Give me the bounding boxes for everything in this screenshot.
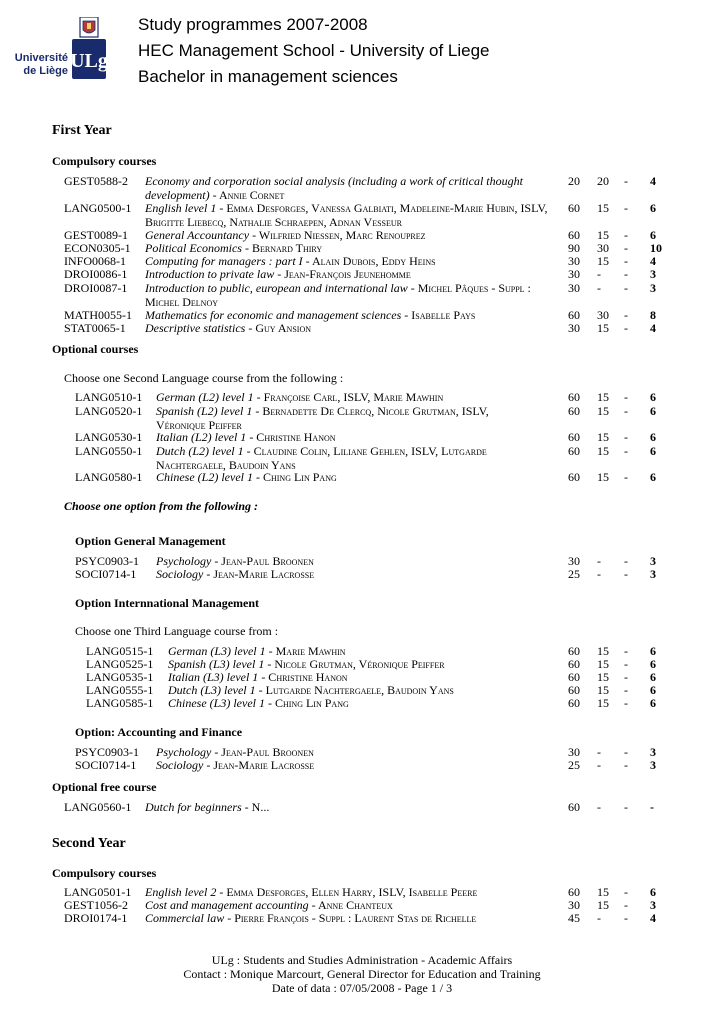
first-year-heading: First Year (52, 123, 112, 138)
course-hours-practice: 15 (597, 644, 609, 658)
choose-option-label: Choose one option from the following : (64, 499, 259, 513)
course-credits: 3 (650, 745, 656, 759)
course-hours-theory: 60 (568, 885, 580, 899)
course-description (145, 175, 557, 202)
course-title: Computing for managers : part I (145, 254, 303, 268)
course-title: Spanish (L2) level 1 (156, 404, 253, 418)
course-hours-theory: 30 (568, 267, 580, 281)
second-language-intro: Choose one Second Language course from the following : (64, 371, 344, 385)
course-lecturers: - Françoise Carl, ISLV, Marie Mawhin (253, 390, 444, 404)
course-hours-practice: 15 (597, 885, 609, 899)
course-hours-theory: 30 (568, 321, 580, 335)
course-credits: 6 (650, 696, 656, 710)
course-code: DROI0174-1 (64, 911, 128, 925)
course-credits: 6 (650, 228, 656, 242)
course-hours-theory: 60 (568, 444, 580, 458)
course-credits: 6 (650, 470, 656, 484)
course-hours-theory: 60 (568, 390, 580, 404)
option-general-heading: Option General Management (75, 534, 226, 548)
course-hours-theory: 90 (568, 241, 580, 255)
third-language-intro: Choose one Third Language course from : (75, 624, 279, 638)
footer-contact: Contact : Monique Marcourt, General Director for Education and Training (183, 967, 541, 981)
course-credits: 6 (650, 683, 656, 697)
course-credits: 4 (650, 321, 656, 335)
course-description (156, 445, 526, 472)
course-title: General Accountancy (145, 228, 250, 242)
course-hours-other: - (624, 657, 628, 671)
course-code: STAT0065-1 (64, 321, 126, 335)
course-code: GEST0089-1 (64, 228, 128, 242)
course-code: SOCI0714-1 (75, 567, 137, 581)
course-hours-practice: - (597, 267, 601, 281)
course-lecturers: - Wilfried Niessen, Marc Renouprez (249, 228, 426, 242)
course-hours-other: - (624, 201, 628, 215)
course-hours-practice: 15 (597, 657, 609, 671)
course-hours-theory: 45 (568, 911, 580, 925)
course-title: Mathematics for economic and management sciences (145, 308, 402, 322)
course-code: PSYC0903-1 (75, 554, 140, 568)
course-hours-practice: 15 (597, 683, 609, 697)
course-title: English level 2 (145, 885, 217, 899)
course-title: Psychology (156, 554, 212, 568)
course-hours-other: - (624, 267, 628, 281)
course-credits: 4 (650, 911, 656, 925)
course-title: Italian (L2) level 1 (156, 430, 247, 444)
course-hours-practice: - (597, 745, 601, 759)
course-hours-practice: - (597, 911, 601, 925)
course-title: German (L2) level 1 (156, 390, 254, 404)
course-code: LANG0501-1 (64, 885, 132, 899)
header-school: HEC Management School - University of Liege (138, 41, 490, 60)
footer-date: Date of data : 07/05/2008 - Page 1 / 3 (271, 981, 453, 995)
course-hours-other: - (624, 696, 628, 710)
course-code: LANG0500-1 (64, 201, 132, 215)
course-code: SOCI0714-1 (75, 758, 137, 772)
course-hours-practice: 15 (597, 390, 609, 404)
course-hours-other: - (624, 308, 628, 322)
course-hours-theory: 60 (568, 470, 580, 484)
course-credits: 3 (650, 554, 656, 568)
course-lecturers: - Jean-Marie Lacrosse (203, 567, 315, 581)
course-lecturers: - Jean-Marie Lacrosse (203, 758, 315, 772)
course-hours-theory: 30 (568, 898, 580, 912)
course-hours-practice: - (597, 800, 601, 814)
course-hours-theory: 20 (568, 174, 580, 188)
course-code: LANG0560-1 (64, 800, 132, 814)
course-hours-practice: 15 (597, 898, 609, 912)
course-lecturers: - Guy Ansion (245, 321, 311, 335)
course-credits: 6 (650, 885, 656, 899)
course-title: Chinese (L3) level 1 (168, 696, 265, 710)
course-code: LANG0510-1 (75, 390, 143, 404)
first-year-compulsory-heading: Compulsory courses (52, 154, 157, 168)
course-code: DROI0087-1 (64, 281, 128, 295)
course-hours-other: - (624, 567, 628, 581)
course-description (145, 801, 545, 815)
course-hours-practice: - (597, 281, 601, 295)
course-hours-other: - (624, 683, 628, 697)
course-credits: 6 (650, 644, 656, 658)
course-code: INFO0068-1 (64, 254, 126, 268)
course-hours-practice: 15 (597, 228, 609, 242)
course-hours-other: - (624, 430, 628, 444)
logo-line1: Université (14, 52, 68, 64)
course-lecturers: - Annie Cornet (209, 187, 285, 202)
logo-line2: de Liège (23, 65, 68, 77)
course-hours-practice: 15 (597, 321, 609, 335)
course-code: PSYC0903-1 (75, 745, 140, 759)
course-description (156, 471, 526, 485)
course-hours-other: - (624, 254, 628, 268)
course-lecturers: - Jean-Paul Broonen (211, 745, 314, 759)
course-lecturers: - N... (241, 800, 270, 814)
course-hours-other: - (624, 800, 628, 814)
course-credits: 3 (650, 898, 656, 912)
course-hours-theory: 30 (568, 554, 580, 568)
course-description (156, 391, 526, 405)
course-hours-theory: 60 (568, 228, 580, 242)
course-code: LANG0520-1 (75, 404, 143, 418)
course-lecturers: - Jean-François Jeunehomme (274, 267, 411, 281)
course-description (156, 431, 526, 445)
course-hours-other: - (624, 554, 628, 568)
course-hours-other: - (624, 228, 628, 242)
course-credits: 6 (650, 390, 656, 404)
course-title: Political Economics (145, 241, 242, 255)
course-title: Italian (L3) level 1 (168, 670, 259, 684)
course-hours-practice: 15 (597, 430, 609, 444)
course-hours-practice: - (597, 758, 601, 772)
course-lecturers: - Marie Mawhin (265, 644, 346, 658)
course-hours-practice: 20 (597, 174, 609, 188)
course-title: Cost and management accounting (145, 898, 309, 912)
course-lecturers: - Christine Hanon (258, 670, 348, 684)
course-credits: 3 (650, 281, 656, 295)
course-title: Psychology (156, 745, 212, 759)
course-hours-practice: 15 (597, 254, 609, 268)
course-hours-practice: 30 (597, 241, 609, 255)
course-hours-other: - (624, 745, 628, 759)
course-hours-other: - (624, 174, 628, 188)
course-lecturers: - Jean-Paul Broonen (211, 554, 314, 568)
course-lecturers: - Ching Lin Pang (252, 470, 337, 484)
course-title: Introduction to private law (145, 267, 275, 281)
header-programme: Bachelor in management sciences (138, 67, 398, 86)
course-lecturers: - Claudine Colin, Liliane Gehlen, ISLV, Lutgarde Nachtergaele, Baudoin Yans (156, 444, 487, 472)
course-code: GEST1056-2 (64, 898, 128, 912)
first-year-optional-heading: Optional courses (52, 342, 139, 356)
course-lecturers: - Emma Desforges, Vanessa Galbiati, Madeleine-Marie Hubin, ISLV, Brigitte Liebecq, Nathalie Schraepen, Adnan Vesseur (145, 201, 548, 229)
course-code: DROI0086-1 (64, 267, 128, 281)
course-credits: 3 (650, 267, 656, 281)
course-hours-theory: 30 (568, 281, 580, 295)
course-hours-practice: 15 (597, 470, 609, 484)
course-code: LANG0535-1 (86, 670, 154, 684)
course-title: Sociology (156, 567, 204, 581)
course-hours-practice: 15 (597, 670, 609, 684)
course-lecturers: - Christine Hanon (246, 430, 336, 444)
course-lecturers: - Ching Lin Pang (264, 696, 349, 710)
header-title: Study programmes 2007-2008 (138, 15, 368, 34)
course-title: Economy and corporation social analysis (including a work of critical thought development) (145, 174, 523, 202)
course-hours-other: - (624, 898, 628, 912)
course-hours-theory: 60 (568, 308, 580, 322)
course-hours-other: - (624, 404, 628, 418)
course-code: LANG0580-1 (75, 470, 143, 484)
course-description (168, 697, 558, 711)
course-description (145, 202, 557, 229)
course-hours-theory: 25 (568, 567, 580, 581)
course-hours-theory: 60 (568, 430, 580, 444)
course-lecturers: - Pierre François - Suppl : Laurent Stas de Richelle (224, 911, 477, 925)
logo-wordmark (14, 52, 68, 78)
footer-administration: ULg : Students and Studies Administration - Academic Affairs (211, 953, 513, 967)
course-title: German (L3) level 1 (168, 644, 266, 658)
course-credits: 4 (650, 174, 656, 188)
course-hours-theory: 60 (568, 670, 580, 684)
course-credits: 6 (650, 404, 656, 418)
course-lecturers: - Nicole Grutman, Véronique Peiffer (264, 657, 445, 671)
course-code: GEST0588-2 (64, 174, 128, 188)
course-hours-other: - (624, 885, 628, 899)
course-credits: 6 (650, 657, 656, 671)
optional-free-heading: Optional free course (52, 780, 157, 794)
course-hours-other: - (624, 644, 628, 658)
option-accounting-heading: Option: Accounting and Finance (75, 725, 243, 739)
course-title: Spanish (L3) level 1 (168, 657, 265, 671)
course-hours-other: - (624, 470, 628, 484)
course-credits: 8 (650, 308, 656, 322)
course-lecturers: - Bernadette De Clercq, Nicole Grutman, ISLV, Véronique Peiffer (156, 404, 489, 432)
course-lecturers: - Anne Chanteux (308, 898, 393, 912)
course-hours-other: - (624, 670, 628, 684)
course-hours-theory: 30 (568, 745, 580, 759)
course-lecturers: - Alain Dubois, Eddy Heins (302, 254, 436, 268)
course-credits: 6 (650, 444, 656, 458)
course-description (156, 759, 556, 773)
course-title: Descriptive statistics (145, 321, 246, 335)
course-lecturers: - Emma Desforges, Ellen Harry, ISLV, Isabelle Peere (216, 885, 478, 899)
option-international-heading: Option Internnational Management (75, 596, 260, 610)
course-lecturers: - Isabelle Pays (401, 308, 476, 322)
course-description (156, 568, 556, 582)
course-code: LANG0550-1 (75, 444, 143, 458)
course-description (145, 322, 557, 336)
course-hours-theory: 60 (568, 644, 580, 658)
second-year-compulsory-heading: Compulsory courses (52, 866, 157, 880)
course-hours-theory: 60 (568, 683, 580, 697)
course-hours-theory: 60 (568, 696, 580, 710)
course-description (145, 268, 557, 282)
course-hours-practice: - (597, 554, 601, 568)
course-hours-theory: 60 (568, 201, 580, 215)
course-code: MATH0055-1 (64, 308, 132, 322)
course-hours-other: - (624, 390, 628, 404)
university-logo (14, 17, 110, 85)
course-hours-practice: 15 (597, 444, 609, 458)
course-title: Sociology (156, 758, 204, 772)
course-title: Commercial law (145, 911, 225, 925)
ulg-emblem-icon (70, 17, 110, 81)
course-title: Dutch for beginners (145, 800, 242, 814)
course-credits: 3 (650, 758, 656, 772)
course-credits: 6 (650, 430, 656, 444)
course-code: LANG0515-1 (86, 644, 154, 658)
course-credits: - (650, 800, 654, 814)
course-title: Dutch (L3) level 1 (168, 683, 256, 697)
course-hours-practice: - (597, 567, 601, 581)
course-description (145, 912, 557, 926)
course-hours-theory: 30 (568, 254, 580, 268)
course-hours-theory: 60 (568, 404, 580, 418)
course-hours-theory: 25 (568, 758, 580, 772)
course-title: English level 1 (145, 201, 217, 215)
course-hours-practice: 15 (597, 696, 609, 710)
course-credits: 6 (650, 670, 656, 684)
course-hours-other: - (624, 758, 628, 772)
course-credits: 4 (650, 254, 656, 268)
course-title: Introduction to public, european and international law (145, 281, 408, 295)
course-hours-other: - (624, 911, 628, 925)
course-hours-other: - (624, 281, 628, 295)
course-description (145, 282, 557, 309)
course-lecturers: - Bernard Thiry (241, 241, 323, 255)
logo-monogram: ULg (70, 50, 108, 72)
course-credits: 10 (650, 241, 662, 255)
course-description (156, 405, 526, 432)
course-hours-theory: 60 (568, 800, 580, 814)
course-code: LANG0525-1 (86, 657, 154, 671)
course-code: LANG0555-1 (86, 683, 154, 697)
course-credits: 6 (650, 201, 656, 215)
course-hours-other: - (624, 444, 628, 458)
course-hours-practice: 30 (597, 308, 609, 322)
course-code: ECON0305-1 (64, 241, 131, 255)
second-year-heading: Second Year (52, 836, 126, 851)
course-code: LANG0530-1 (75, 430, 143, 444)
course-hours-other: - (624, 321, 628, 335)
course-code: LANG0585-1 (86, 696, 154, 710)
course-title: Chinese (L2) level 1 (156, 470, 253, 484)
course-lecturers: - Michel Pâques - Suppl : Michel Delnoy (145, 281, 531, 309)
course-lecturers: - Lutgarde Nachtergaele, Baudoin Yans (255, 683, 454, 697)
course-credits: 3 (650, 567, 656, 581)
course-hours-practice: 15 (597, 201, 609, 215)
course-hours-practice: 15 (597, 404, 609, 418)
course-title: Dutch (L2) level 1 (156, 444, 244, 458)
course-hours-theory: 60 (568, 657, 580, 671)
course-hours-other: - (624, 241, 628, 255)
